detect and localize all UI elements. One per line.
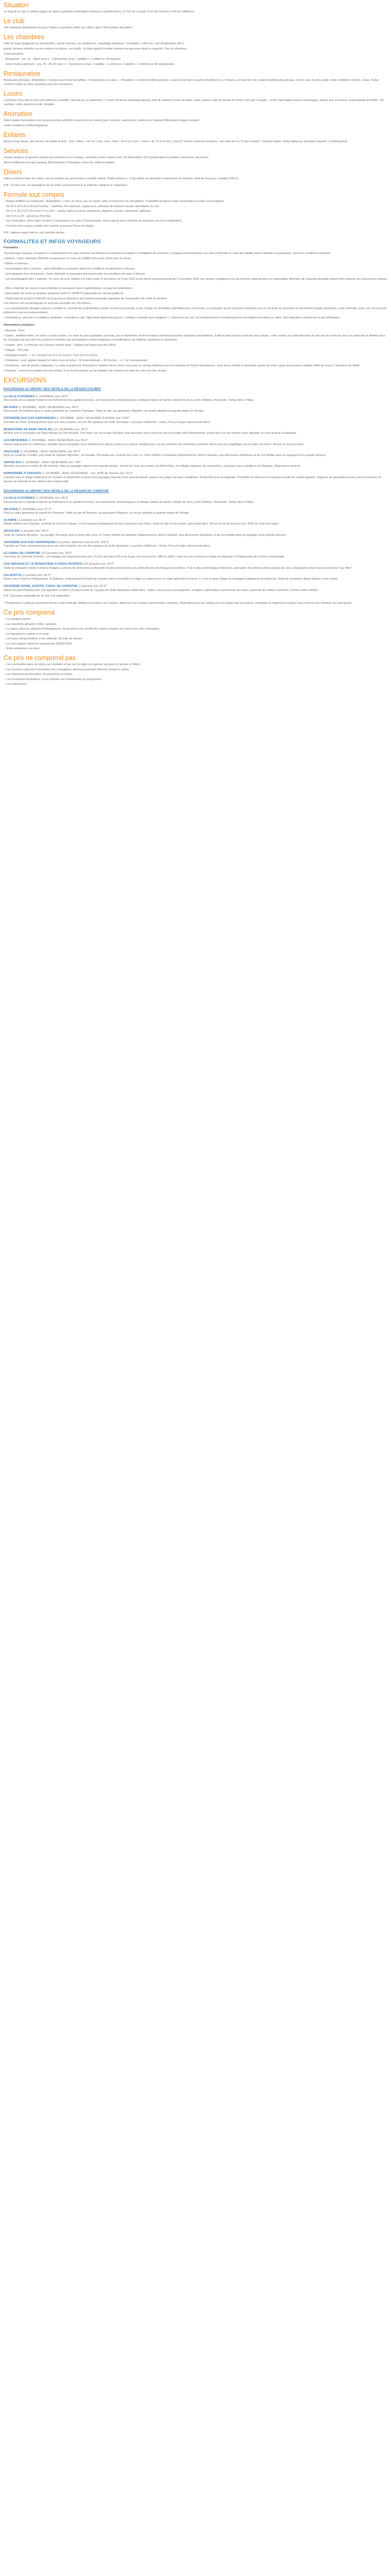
formalites-p: Les mineurs non accompagnés ne sont pas acceptés sur nos séjours.	[4, 302, 92, 306]
info-item: • Climat : méditerranéen, en visite en toute saison. Les mois les plus agréables sont mai, juin et septembre. Avril et octobre connaissent parfois quelques perturbations. Juillet et août sont les mois les plus chauds ; cette chaleur est atténuée dans les îles par les vents du nord, en particulier le Meltem dans les Cyclades qui peut être très violent et entraîner des perturbations météorologiques et modifications de rotations maritimes ou aériennes.	[4, 334, 386, 342]
chambres-section	[4, 33, 388, 67]
excursion-title	[4, 405, 388, 410]
excursion-item	[4, 496, 388, 504]
excursion-item	[4, 584, 388, 592]
excursion-description: Dans le cadre grandiose du massif du Parnasse. Visite du site de Delphes, du sanctuaire d'Apollon, du musée abritant la superbe statue de l'Aurige.	[4, 512, 190, 515]
excursions-group-eubee: EXCURSIONS AU DÉPART DES HÔTELS DE LA RÉGION D'EUBÉE	[4, 388, 101, 392]
excursion-name: CAP HERAION ET LE MONASTÈRE D'OSIOS PATAPIOS	[4, 563, 83, 566]
formalites-p: - accompagnés des 2 parents : carte d'identité ou passeport selon les conditions mentionnées ci-dessus.	[4, 267, 135, 270]
divers-title: Divers	[4, 168, 22, 176]
enfants-section	[4, 131, 388, 144]
excursion-price: (1 JOURNÉE - AVEC DÉJEUNER) env. 80 €*	[27, 439, 88, 443]
excursion-price: (1/2 journée) env. 28 €*	[40, 552, 72, 555]
excursion-name: OLYMPIE	[4, 518, 17, 522]
excursion-price: (1/2 journée) env. 30 €*	[82, 563, 115, 566]
excursion-name: KALAVRYTA	[4, 573, 22, 577]
excursion-description: Route vers le haut du Péloponnèse. À Diakopto, embarquement à bord de l'ancien train à crémaillère (à régler sur place) pour un trajet splendide d'environ 1 h vers le beau village de montagne traditionnel de Kalavryta. Visite du monastère Mega Spileon et de musée.	[4, 578, 338, 581]
excursion-description: Découverte de la capitale moderne du Parlement et les gardes Evzones, ses monuments néoclassiques), et antique (stade de marbre, temple de Zeus, porte d'Adrien, l'Acropole). Temps libre à Plaka.	[4, 399, 254, 402]
info-item: • Monnaie : Euro	[4, 329, 25, 333]
prix-comprend-list	[4, 618, 388, 651]
excursion-title	[4, 584, 388, 588]
divers-section	[4, 168, 388, 189]
excursion-name: ARGOLIDE	[4, 450, 20, 453]
situation-section	[4, 2, 388, 14]
excursion-item	[4, 450, 388, 458]
excursion-description: Traversée du Canal de Corinthe : cet ouvrage très impressionnant (env. 6.3 km de long et 25 m de large), fut creusé entre 1882 et 1893. Il relie les mers Ionienne et Egée en séparant le Péloponnèse de la Grèce continentale.	[4, 555, 285, 559]
excursion-description: Visite du monastère dédié à Ossios Patapios, saint du 4e siècle dont la dépouille fut découverte dans une grotte décorée de fresques byzantines. Puis le site archéologique d'Heraion, sanctuaire de la déesse Héra épouse de Zeus. Dégustation d'un mezze au bord du "Lac Bleu".	[4, 566, 353, 570]
excursion-name: LA VILLE D'ATHÈNES	[4, 395, 35, 398]
prix-comprend-title: Ce prix comprend	[4, 609, 55, 617]
excursion-price: (1 JOURNÉE) env. 67 €*	[18, 507, 52, 511]
excursion-price: (1 journée, déjeuner à bord) env. 109 €*	[55, 540, 109, 544]
excursion-name: DELPHES	[4, 507, 18, 511]
chambres-p: communicantes.	[4, 52, 25, 56]
excursion-price: (1 journée) env. 58 €*	[19, 530, 49, 533]
excursion-name: LA VILLE D'ATHÈNES	[4, 497, 35, 500]
excursion-title	[4, 529, 388, 533]
excursion-description: Montée vers le monastère de Saint Nikolas sur l'île d'Eubée. Très belle vue sur la baie d'Eretria. Puis descente vers le bord de mer et la petite ville d'Amarynthos, temps libre sur son marché, pour déguster un ouzo et pour la baignade.	[4, 432, 297, 435]
infos-label: Informations pratiques :	[4, 324, 36, 327]
animation-p: Notre équipe d'animation vous proposera des activités en journée et en soirée (jeux, tournois, spectacles). Soirée avec danses folkloriques chaque semaine	[4, 118, 200, 122]
excursion-item	[4, 428, 388, 436]
formalites-p: • Bébés et mineurs :	[4, 262, 29, 265]
excursions-list-eubee	[4, 395, 388, 484]
formalites-p: - Photocopie de la pièce d'identité de la personne détentrice de l'autorité parentale signataire de l'autorisation de sortie du territoire	[4, 297, 168, 300]
excursion-title	[4, 551, 388, 555]
excursion-price: (1 journée) env. 65 €*	[17, 518, 46, 522]
excursion-item	[4, 562, 388, 570]
formalites-p: • Informations, sécurité et conditions sanitaires : consultez le site "http://www.diplomatie.gouv.fr", rubrique «conseils aux voyageurs ». Dans tous les cas, l'accomplissement à l'entièrement des formalités incombent au client, sauf indication contraire de la part d'Héliades.	[4, 316, 340, 320]
excursion-price: (1 JOURNÉE - AVEC DÉJEUNER À BORD) env. 110€*	[55, 417, 129, 420]
info-item: • Voltage : 220 volts.	[4, 349, 29, 352]
excursion-item	[4, 405, 388, 414]
excursion-title	[4, 562, 388, 566]
list-item: • Formule tout compris valable dès l'arrivée et jusqu'à l'heure du départ	[5, 225, 388, 229]
services-title: Services	[4, 147, 28, 155]
animation-p: (selon conditions météorologiques).	[4, 124, 48, 127]
excursion-title	[4, 573, 388, 578]
excursion-description: Transfert au Pirée, embarquement pour une mini-croisière vers les îles typiques du Golfe Saronique, si proches d'Athènes : Hydra, Poros et Egine (découverte libre).	[4, 420, 211, 424]
divers-note: N.B : À notre avis, les prestations de cet hôtel correspondent à un hôtel de catégorie 4* supérieure.	[4, 184, 128, 188]
restauration-section	[4, 70, 388, 87]
excursion-name: CROISIÈRE AUX ÎLES SARONIQUES	[4, 540, 56, 544]
excursion-title	[4, 428, 388, 432]
list-item: • Les assurances.	[5, 683, 388, 687]
excursion-title	[4, 395, 388, 399]
chambres-title: Les chambres	[4, 33, 44, 41]
excursion-description: Départ matinal vers Olympie, symbole de la Grèce antique, où les hommes pratiquaient les jeux consacrés aux Dieux. Visite du site et son musée, puis temps libre. Retour en fin de journée (env. 3h30 de route par trajet).	[4, 522, 279, 526]
excursion-price: (1 JOURNÉE - AVEC DÉJEUNER) env. 68 €*	[19, 450, 80, 453]
services-section	[4, 147, 388, 165]
excursion-name: DELPHES	[4, 406, 18, 410]
formalites-p: Tout passager français, européen ou ressortissant d'un pays membre de l'Espace Economique Européen a l'obligation de présenter, à chaque embarquement, une pièce d'identité en cours de validité (carte d'identité ou passeport), selon les conditions suivantes :	[4, 251, 332, 255]
excursion-name: CROISIÈRE EOINE, AGISTRI, CANAL DE CORINTHE	[4, 585, 78, 588]
list-item: • De 10 h 30 à 23 h 00 au Pool Bar : café/thés, thé expresso, cappuccino, sélection de boissons locales alcoolisées ou non.	[5, 205, 388, 209]
excursion-name: RANDONNÉE À ZARAKES	[4, 472, 41, 476]
animation-title: Animation	[4, 110, 32, 117]
excursion-price: (1 JOURNÉE) env. 58 €*	[35, 497, 69, 500]
excursions-note: N.B : Excursion réalisable de fin mai à mi-septembre.	[4, 595, 71, 598]
formalites-p: - Pièce d'identité du mineur (carte d'identité ou passeport selon réglementation du pays de destination)	[4, 286, 133, 290]
excursion-item	[4, 438, 388, 447]
formule-list	[4, 200, 388, 228]
list-item: • Sur réservation, dîner dans l'un des 2 restaurants à la carte (1 fois/semaine, menu spécial avec sélection de boissons, de juin à septembre).	[5, 219, 388, 224]
excursion-name: ARGOLIDE	[4, 530, 20, 533]
list-item: • Le transport aérien	[5, 618, 388, 622]
excursion-item	[4, 471, 388, 484]
excursion-title	[4, 450, 388, 454]
formalites-p: • Adultes : Carte nationale d'identité ou passeport en cours de validité et/ou avec durée pour la retour.	[4, 257, 131, 260]
excursion-name: MONASTÈRE DE SAINT NIKOLAS	[4, 428, 52, 431]
prix-comprend-section	[4, 609, 388, 651]
animation-section	[4, 110, 388, 128]
loisirs-p: 2 piscines d'eau douce dont une intérieure (chauffée, sauf de juin à septembre), 3 courts de tennis (éclairage payant), prêt de matériel, tennis de table, volley, basket, salle de remise en forme, mini golf. Payants : centre Spa Aegéa (soins et massages), sauna, bain à remous. Indépendants de l'hôtel : ski nautique, voile, planche à voile, plongée.	[4, 98, 384, 106]
divers-p: Hôtel construit à flanc de colline, non accessible aux personnes à mobilité réduite. Petits animaux (- 5 kg) admis sur demande uniquement en chambre. Arrêt de bus pour Loutraki à 200 m.	[4, 177, 239, 180]
formalites-title: FORMALITES ET INFOS VOYAGEURS	[4, 239, 101, 245]
formalites-section	[4, 239, 388, 374]
excursions-disclaimer: * Programme et tarifs par personne donnés à titre indicatif, limitées et horaires non compris, déjeuners non compris sauf mention contraire). Réductions pour les enfants pour la plupart des excursions. Inscription et règlement sur place sous réserve d'un minimum de participants.	[4, 602, 352, 605]
excursion-item	[4, 507, 388, 516]
excursion-price: (1 JOURNÉE - AVEC DÉJEUNER) env. 72€*	[21, 461, 81, 464]
excursion-description: Visite de l'antique Mycènes : sa muraille, l'Acropole avec la porte des Lions, le Trésor d'Atrée (ou tombeau d'Agamemnon). Arrêt à Nauplie, puis découverte d'Epidaure et de son théâtre dans un paysage d'une grande douceur.	[4, 533, 287, 537]
excursion-description: Arrêt au Canal de Corinthe, puis visite de l'antique Mycènes : sa muraille, l'Acropole avec la porte des Lions, le Trésor d'Atrée ou tombeau d'Agamemnon). Arrêt à Nauplie, puis découverte d'Epidaure et de son théâtre dans un paysage d'une grande douceur.	[4, 453, 327, 457]
excursion-item	[4, 461, 388, 469]
excursion-title	[4, 496, 388, 500]
list-item: • De 16 h à 17h : glaces au Pool Bar.	[5, 215, 388, 219]
loisirs-title: Loisirs	[4, 90, 23, 97]
excursion-description: Départ du port d'Isthmia pour une agréable croisière à la découverte de 2 joyaux du Golfe Saronique (visite libre) : Egine, connue pour ses pistaches, et Agistri, authentique et préservée. Au retour, traversée du célèbre Canal de Corinthe (selon météo).	[4, 588, 319, 592]
list-item: • Les dépenses personnelles, les pourboires et extras.	[5, 673, 388, 677]
club-title: Le club	[4, 17, 25, 25]
excursion-item	[4, 551, 388, 560]
formule-section	[4, 191, 388, 235]
excursions-list-corinthe	[4, 496, 388, 592]
excursion-title	[4, 518, 388, 522]
restauration-p: Restaurant principal « Amphitryon » (repas sous forme de buffets), 2 restaurants à la carte : « Poseidon » (cuisine méditerranéenne, ouvert le soir dans la partie Wyndham) et « Fetiano» en bord de mer (cuisine traditionnelle grecque, midi et soir, de juin à août, selon conditions météo), 2 bars. Tenue correcte exigée au dîner (pantalon pour les messieurs).	[4, 78, 379, 86]
excursion-title	[4, 507, 388, 512]
excursion-item	[4, 518, 388, 527]
excursion-item	[4, 529, 388, 537]
formalites-subtitle: Formalités :	[4, 246, 20, 249]
list-item: • De 11 h 30 à 12 h 30 et de 17 h à 18 h : snacks salés et sucrés (sandwichs, légumes, pizzas, charcuterie, gâteaux)	[5, 210, 388, 214]
list-item: • Les excursions facultatives, et les activités non mentionnées au programme	[5, 678, 388, 682]
excursion-title	[4, 540, 388, 545]
excursion-name: LES MÉTÉORES	[4, 439, 27, 443]
info-item: • Pourboires : pas de service obligatoire. La carte européenne d'assurance maladie donne droit à une prise en charge médicale pour les citoyens de l'Union Européenne. Vous devez la faire la demande auprès de votre caisse d'assurance maladie (délai au moins 2 semaines de délai).	[4, 364, 361, 368]
info-item: • Téléphone : pour appeler depuis la France vers la Grèce : 00 (international) + 30 (Grèce) - + n° du correspondant.	[4, 359, 149, 363]
excursion-item	[4, 395, 388, 403]
list-item: • La taxe carbone (directive européenne 2003/87/CE).	[5, 642, 388, 647]
list-item: • Les éventuelles taxes de séjour par chambre et par nuit (à régler en espèces sur place à l'arrivée à l'hôtel).	[5, 663, 388, 667]
club-section	[4, 18, 388, 30]
excursion-item	[4, 416, 388, 425]
services-p: chaises longues et parasols gratuits aux piscines et sur la plage, serviettes contre caution (env. 10 €/serviette), Wi-Fi gratuit dans les parties communes, ascenseur	[4, 156, 209, 159]
excursions-section	[4, 377, 388, 606]
enfants-p: Bassin d'eau douce, aire de jeux. En juillet et août : club « Minis » de 4 à 7 ans, club « Kids » de 8 à 12 ans, « Ados » de 13 à 16 ans, 6 jours/7. Autres vacances scolaires : mini club de 4 à 12 ans 6 jours/7. Chaises hautes. Baby-sitting sur demande (payant). Lit bébé gratuit.	[4, 140, 348, 143]
excursion-price: (1 journée) env. 50 €*	[21, 573, 51, 577]
excursion-description: Découverte de la capitale moderne du Parlement et les gardes Evzones, ses monuments néoclassiques), et antique (stade de marbre, temple de Zeus, porte d'Adrien, l'Acropole). Temps libre à Plaka.	[4, 500, 254, 504]
excursion-name: LE CANAL DE CORINTHE	[4, 552, 40, 555]
excursion-description: Transfert vers le village traditionnel de Zarakes et randonnée à travers des paysages naturels d'une grande beauté, jusqu'à une plage aux eaux cristallines. Temps libre pour la baignade. Possibilité de découvrir en bateau la grotte de Lakaki (payant). Déjeuner de spécialités locales (exclu boissons) en taverne au bord de la mer. Retour dans l'après-midi.	[4, 476, 381, 483]
formule-note: N.B : plateau-repas froid en cas d'arrivée tardive	[4, 231, 64, 235]
list-item: • Le séjour selon la catégorie d'hébergement, de pension et de nombre de nuitées choisies au moment de votre réservation	[5, 628, 388, 632]
excursion-price: (1 JOURNÉE - AVEC DÉJEUNER) - env. 3h30 de marche env. 40 €*	[41, 472, 133, 476]
list-item: • Les transferts aéroport / hôtel / aéroport	[5, 623, 388, 627]
excursion-title	[4, 438, 388, 443]
situation-text: Le long de la côte (3 petites plages de sable et graviers aménagées enbaucé le pavillon bleu), à 2 km de Loutraki, 8 km de Corinthe et 85 km d'Athènes.	[4, 10, 195, 13]
chambres-p: - Bungalows : env. 16 - 20m2 pour 1 - 3 personnes (max. 2 adultes + 1 enfant ou 1ft équipés).	[4, 57, 122, 61]
formalites-p: - Autorisation de sortie du territoire (imprimé Cerfa N° 15646*01 disponible sur service-public.fr)	[4, 292, 124, 295]
excursion-title	[4, 461, 388, 465]
formalites-p: - accompagnés d'un seul parent : Carte d'identité ou passeport personnel selon les conditions de pays ci-dessus.	[4, 272, 146, 276]
excursions-title: EXCURSIONS	[4, 377, 46, 384]
excursion-price: (1 JOURNÉE) env. 44 €*	[35, 395, 69, 398]
info-item: • Décalage horaire : + 1h. Lorsqu'il est 12 h en France, il est 13 h en Grèce.	[4, 354, 99, 358]
prix-ne-comprend-section	[4, 654, 388, 687]
formalites-p: • Les ressortissants étrangers doivent consulter le consulat de la destination choisie et doivent accomplir, à leur charge, les formalités spécifiques les concernant. Un passager qui ne peut pas embarquer sur un vol faute de présenter les documents exigés (passeport, carte d'identité, visas, etc.) ne pourrait prétendre à aucun remboursement.	[4, 307, 386, 315]
list-item: • Notre assistance sur place.	[5, 647, 388, 651]
prix-ne-comprend-title: Ce prix ne comprend pas	[4, 654, 76, 662]
prix-ne-comprend-list	[4, 663, 388, 687]
excursion-description: Aventure à travers le centre de l'île d'Eubée, dans un paysage naturel d'une grande beauté : la forêt de Seta, les sentiers du Mont Dirfys, les villages typiques, les monastères, jusqu'aux eaux cristallines de Chiliadou. Déjeuner en taverne.	[4, 465, 301, 468]
excursion-item	[4, 540, 388, 549]
chambres-p: gratuit, terrasse privative ou en commun ou balcon, vue jardin. Lit bébé gratuit (compte comme une personne dans la capacité). Pas de chambres	[4, 47, 187, 50]
excursion-name: SAFARI 4X4	[4, 461, 21, 464]
list-item: • Les taxes aéroportuaires et de solidarité, les frais de dossier.	[5, 637, 388, 641]
excursion-description: Transfert au Pirée, embarquement pour une mini-croisière vers les îles typiques du Golfe Saronique, si proches d'Athènes : Hydra, Poros et Egine (découverte libre).	[4, 545, 211, 548]
chambres-p: Salle de bains (baignoire ou douche/WC), sèche-cheveux, air-conditionné, (chauffage individuel, TV/satellite, coffre fort, mini-réfrigérateur, Wi-Fi	[4, 42, 184, 45]
list-item: • Le logement en cabine et en suite	[5, 633, 388, 637]
chambres-p: - Junior Suite supérieure : env. 20 - 25 m2, pour 2 - 4 personnes (max. 3 adultes + 1 enfant ou 2 adultes + 2 enfants sur lits superposés).	[4, 62, 175, 66]
excursion-name: CROISIÈRE AUX ÎLES SARONIQUES	[4, 417, 56, 420]
spacer	[4, 484, 388, 486]
services-p: dans le bâtiment principal, parking. Blanchisserie. Principales cartes de crédit acceptées.	[4, 161, 116, 164]
list-item: • Les hausses carburant éventuelles des compagnies aériennes pouvant intervenir durant le saison.	[5, 668, 388, 672]
excursion-price: (1/2 JOURNÉE) env. 35 €*	[52, 428, 88, 431]
formule-title: Formule tout compris	[4, 191, 64, 199]
excursions-group-corinthe: EXCURSIONS AU DÉPART DES HÔTELS DE LA RÉGION DE CORINTHE	[4, 489, 109, 493]
excursion-title	[4, 471, 388, 476]
list-item: • Repas (buffets) au restaurant « Amphytrion », avec vin local, eau en carafe, bière et boissons non alcoolisées. Possibilité de panier-repas (réservation la veille à la réception).	[5, 200, 388, 204]
loisirs-section	[4, 90, 388, 107]
excursion-item	[4, 573, 388, 582]
excursion-description: Découverte de Delphes dans le cadre grandiose du massif du Parnasse. Visite du site, du sanctuaire d'Apollon, du musée abritant la superbe statue de l'Aurige.	[4, 410, 205, 413]
excursion-price: (1 journée) env. 65 €*	[77, 585, 107, 588]
formalites-p: - non accompagnés des 2 parents : En vertu de la loi relative à la lutte contre le terrorisme du 3 juin 2016 et du décret gouvernemental du 2 novembre 2016, les mineurs voyageant hors du territoire national sans un responsable détenteur de l'autorité parentale doivent être porteurs des documents suivants :	[4, 277, 387, 285]
info-item: • Langue : grec. Le français est à langue vivante parlé ; l'anglais est beaucoup plus utilisé.	[4, 344, 117, 347]
enfants-title: Enfants	[4, 131, 26, 139]
club-text: 196 chambres (bungalows et junior Suites) construites à flanc de colline, dans 150 hectares de jardins.	[4, 26, 133, 29]
excursion-description: Départ matinal pour les Météores, véritable décor surréaliste où se dressent des pitons rocheux aux parois vertigineuses. De leur sommet, les monastères perchés offrent une vue magnifique sur la vallée du Pénée. Retour en fin de journée.	[4, 443, 304, 446]
restauration-title: Restauration	[4, 70, 40, 77]
info-item: • Animaux : rarement acceptés dans les hôtels. Ils ne le sont jamais sur les bateaux de croisières et dans les cars lors des circuits.	[4, 369, 167, 373]
excursion-title	[4, 416, 388, 420]
situation-title: Situation	[4, 2, 29, 9]
excursion-price: (1 JOURNÉE - AVEC DÉJEUNER) env. 58 €*	[18, 406, 79, 410]
